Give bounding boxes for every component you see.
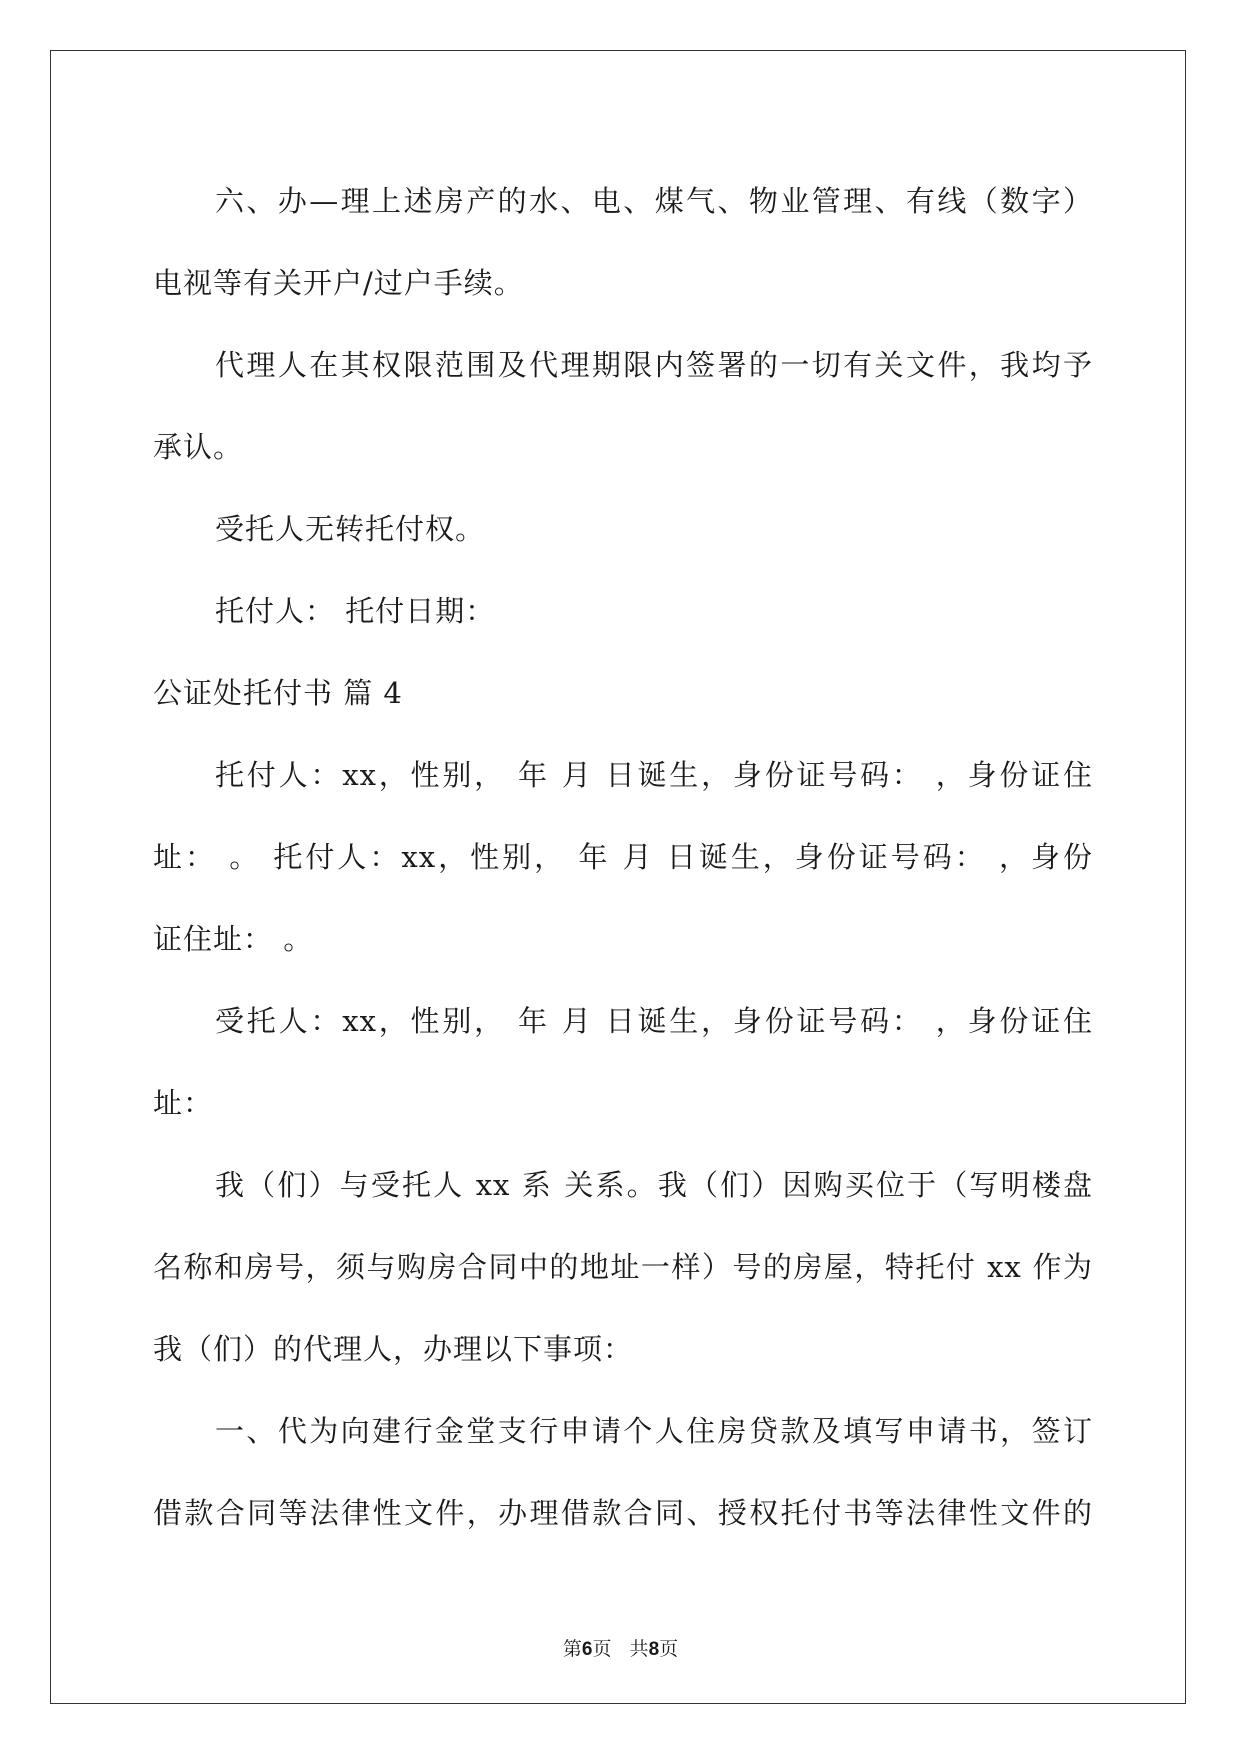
paragraph-line: 我（们）与受托人 xx 系 关系。我（们）因购买位于（写明楼盘	[215, 1168, 1093, 1202]
paragraph-line: 六、办—理上述房产的水、电、煤气、物业管理、有线（数字）	[215, 184, 1093, 218]
paragraph-line: 址：	[153, 1086, 214, 1120]
paragraph-line: 受托人无转托付权。	[215, 512, 486, 546]
paragraph-line: 承认。	[153, 430, 244, 464]
total-page-number: 8	[648, 1639, 660, 1660]
paragraph-line: 借款合同等法律性文件，办理借款合同、授权托付书等法律性文件的	[153, 1496, 1093, 1530]
paragraph-line: 代理人在其权限范围及代理期限内签署的一切有关文件，我均予	[215, 348, 1093, 382]
footer-suffix: 页	[659, 1638, 679, 1660]
paragraph-line: 证住址： 。	[153, 922, 314, 956]
section-heading: 公证处托付书 篇 4	[153, 676, 403, 710]
paragraph-line: 一、代为向建行金堂支行申请个人住房贷款及填写申请书，签订	[215, 1414, 1093, 1448]
paragraph-line: 托付人： 托付日期：	[215, 594, 496, 628]
current-page-number: 6	[581, 1639, 593, 1660]
paragraph-line: 托付人：xx，性别， 年 月 日诞生，身份证号码： ，身份证住	[215, 758, 1093, 792]
paragraph-line: 受托人：xx，性别， 年 月 日诞生，身份证号码： ，身份证住	[215, 1004, 1093, 1038]
page-footer	[0, 1634, 1241, 1661]
paragraph-line: 址： 。 托付人：xx，性别， 年 月 日诞生，身份证号码： ，身份	[153, 840, 1093, 874]
paragraph-line: 我（们）的代理人，办理以下事项：	[153, 1332, 634, 1366]
footer-mid: 页 共	[592, 1638, 649, 1660]
paragraph-line: 名称和房号，须与购房合同中的地址一样）号的房屋，特托付 xx 作为	[153, 1250, 1093, 1284]
document-body	[153, 160, 1093, 1554]
footer-prefix: 第	[562, 1638, 582, 1660]
paragraph-line: 电视等有关开户/过户手续。	[153, 266, 524, 300]
